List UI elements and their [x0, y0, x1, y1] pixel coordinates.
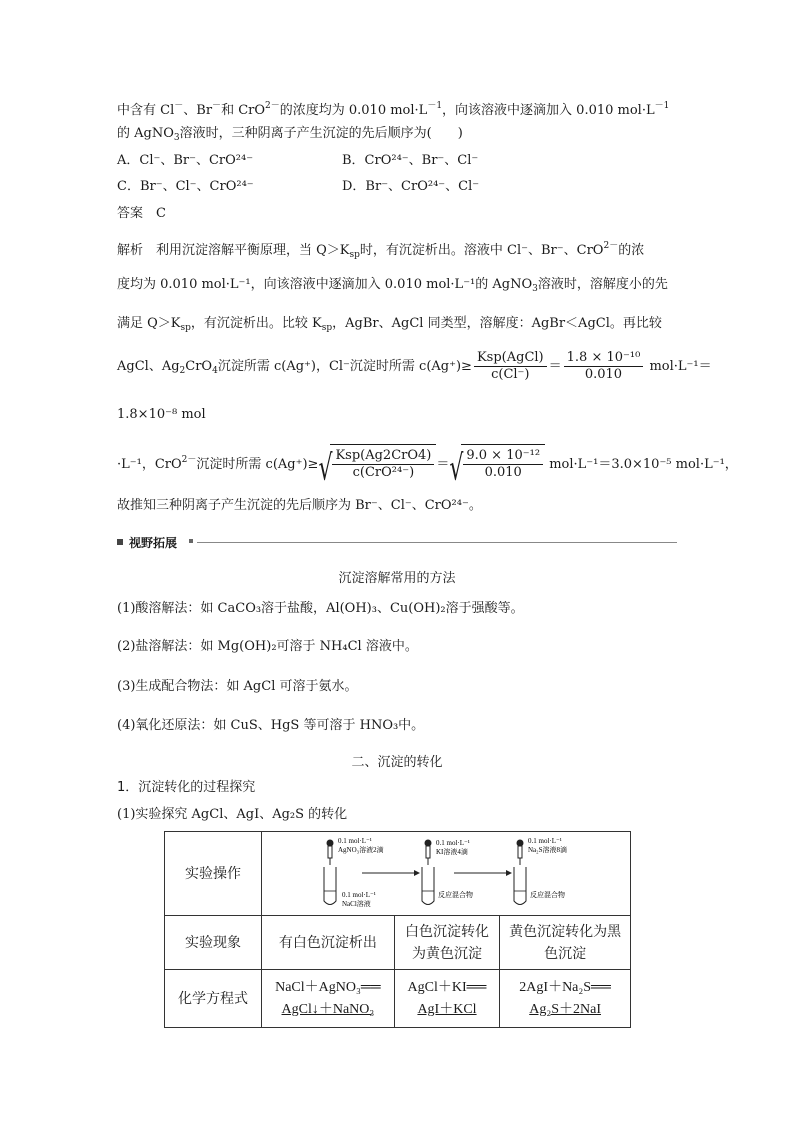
- observation-cell: 黄色沉淀转化为黑色沉淀: [500, 916, 631, 970]
- extension-title: 沉淀溶解常用的方法: [338, 571, 456, 586]
- equation-cell: 2AgI＋Na₂S══ Ag₂S＋2NaI: [500, 970, 631, 1028]
- row-label: 实验操作: [165, 832, 262, 916]
- row-label: 化学方程式: [165, 970, 262, 1028]
- table-row: [165, 916, 631, 970]
- mix1-label: 反应混合物: [438, 890, 473, 899]
- method-2: (2)盐溶解法：如 Mg(OH)₂可溶于 NH₄Cl 溶液中。: [117, 639, 418, 654]
- tube1-conc: 0.1 mol·L⁻¹: [342, 890, 376, 899]
- option-a: A．Cl⁻、Br⁻、CrO²⁴⁻: [117, 153, 254, 168]
- dropper-icon: [517, 839, 524, 865]
- drop3-reagent: Na₂S溶液8滴: [528, 845, 567, 854]
- explanation-line-7: 故推知三种阴离子产生沉淀的先后顺序为 Br⁻、Cl⁻、CrO²⁴⁻。: [117, 498, 482, 513]
- extension-header: [117, 534, 677, 552]
- test-tube-icon: [324, 867, 336, 905]
- section-title: 二、沉淀的转化: [351, 755, 443, 770]
- explanation-line-6: ·L⁻¹，CrO$^{2-}$沉淀时所需 c(Ag⁺)≥ √ $\frac{\text{Ksp(Ag2CrO4)}}{\text{c(CrO²⁴⁻)}}$ ＝ √ $\frac{\text{9.0 × 10⁻¹²}}{0.010}$ mol·L⁻¹＝3.0×10⁻⁵ mol·L⁻¹，: [117, 440, 738, 485]
- drop3-conc: 0.1 mol·L⁻¹: [528, 836, 562, 845]
- test-tube-icon: [514, 867, 526, 905]
- sqrt-ksp-value: √ $\frac{\text{9.0 × 10⁻¹²}}{0.010}$: [449, 444, 545, 485]
- option-b: B．CrO²⁴⁻、Br⁻、Cl⁻: [342, 153, 479, 168]
- experiment-table: [164, 831, 631, 1028]
- subsection-heading: 1．沉淀转化的过程探究: [117, 780, 256, 795]
- question-line-2: 的 AgNO$_3$溶液时，三种阴离子产生沉淀的先后顺序为( ): [117, 126, 463, 143]
- drop1-conc: 0.1 mol·L⁻¹: [338, 836, 372, 845]
- table-row: [165, 832, 631, 916]
- extension-label: 视野拓展: [129, 536, 178, 550]
- tube1-reagent: NaCl溶液: [342, 899, 371, 908]
- equation-cell: AgCl＋KI══ AgI＋KCl: [394, 970, 499, 1028]
- method-1: (1)酸溶解法：如 CaCO₃溶于盐酸，Al(OH)₃、Cu(OH)₂溶于强酸等。: [117, 601, 524, 616]
- apparatus-cell: [262, 832, 631, 916]
- explanation-line-3: 满足 $Q>K_{sp}$，有沉淀析出。比较 $K_{sp}$，AgBr、AgCl 同类型，溶解度：AgBr＜AgCl。再比较: [117, 316, 662, 333]
- mix2-label: 反应混合物: [530, 890, 565, 899]
- answer: 答案 C: [117, 206, 166, 221]
- divider: [197, 542, 677, 543]
- method-4: (4)氧化还原法：如 CuS、HgS 等可溶于 HNO₃中。: [117, 718, 425, 733]
- test-tube-icon: [422, 867, 434, 905]
- question-line-1: 中含有 Cl－、Br－和 CrO$^{2-}$的浓度均为 0.010 $mol\cdot L^{-1}$，向该溶液中逐滴加入 0.010 $mol\cdot L^{-1}$: [117, 101, 670, 118]
- explanation-line-5: 1.8×10⁻⁸ mol: [117, 407, 206, 422]
- dropper-icon: [425, 839, 432, 865]
- ksp-agcl-value-fraction: $\frac{\text{1.8 × 10⁻¹⁰}}{0.010}$: [564, 350, 644, 383]
- sqrt-ksp-ag2cro4: √ $\frac{\text{Ksp(Ag2CrO4)}}{\text{c(CrO²⁴⁻)}}$: [318, 444, 436, 485]
- method-3: (3)生成配合物法：如 AgCl 可溶于氨水。: [117, 679, 358, 694]
- row-label: 实验现象: [165, 916, 262, 970]
- small-square-icon: [189, 539, 193, 543]
- equation-cell: NaCl＋AgNO₃══ AgCl↓＋NaNO₃: [262, 970, 395, 1028]
- table-row: [165, 970, 631, 1028]
- test-tube-apparatus-diagram: [266, 835, 626, 913]
- explanation-line-1: 解析 利用沉淀溶解平衡原理，当 $Q>K_{sp}$时，有沉淀析出。溶液中 Cl⁻、Br⁻、CrO$^{2-}$的浓: [117, 241, 645, 260]
- option-d: D．Br⁻、CrO²⁴⁻、Cl⁻: [342, 179, 480, 194]
- explanation-line-4: AgCl、$Ag_2CrO_4$沉淀所需 c(Ag⁺)，Cl⁻沉淀时所需 c(Ag⁺)≥ $\frac{\text{Ksp(AgCl)}}{c(Cl^-)}$ ＝ $\frac{\text{1.8 × 10⁻¹⁰}}{0.010}$ mol·L⁻¹＝: [117, 350, 712, 382]
- drop2-reagent: KI溶液4滴: [436, 847, 468, 856]
- dropper-icon: [327, 839, 334, 865]
- drop1-reagent: AgNO₃溶液2滴: [338, 845, 384, 854]
- experiment-heading: (1)实验探究 AgCl、AgI、Ag₂S 的转化: [117, 807, 348, 822]
- ksp-agcl-fraction: $\frac{\text{Ksp(AgCl)}}{c(Cl^-)}$: [474, 350, 547, 383]
- explanation-line-2: 度均为 0.010 mol·L⁻¹，向该溶液中逐滴加入 0.010 mol·L⁻¹的 AgNO$_3$溶液时，溶解度小的先: [117, 277, 668, 294]
- observation-cell: 白色沉淀转化为黄色沉淀: [394, 916, 499, 970]
- drop2-conc: 0.1 mol·L⁻¹: [436, 838, 470, 847]
- observation-cell: 有白色沉淀析出: [262, 916, 395, 970]
- bullet-square-icon: [117, 539, 123, 545]
- option-c: C．Br⁻、Cl⁻、CrO²⁴⁻: [117, 179, 254, 194]
